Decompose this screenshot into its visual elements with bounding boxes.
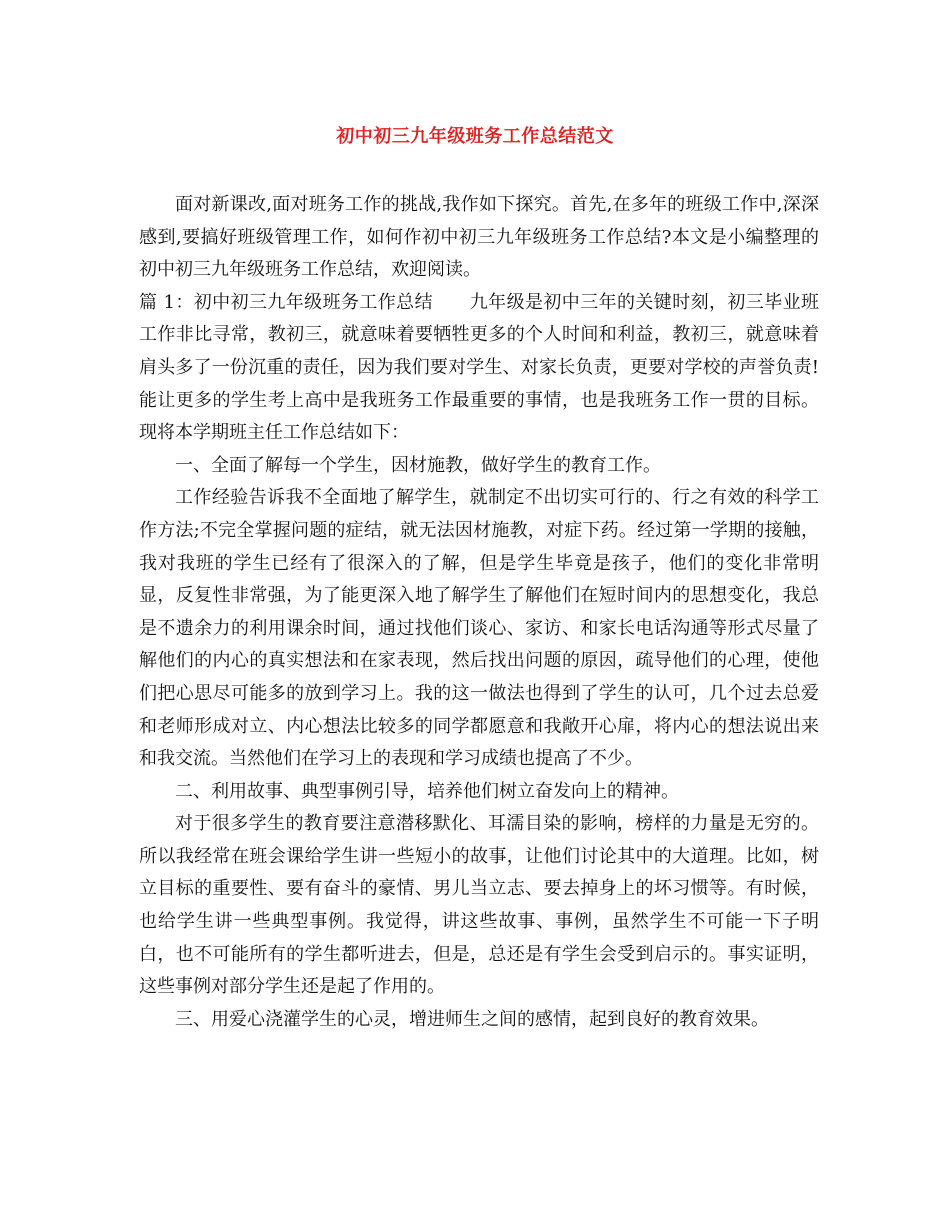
paragraph-point-2: 对于很多学生的教育要注意潜移默化、耳濡目染的影响，榜样的力量是无穷的。所以我经常在班会课给学生讲一些短小的故事，让他们讨论其中的大道理。比如，树立目标的重要性、要有奋斗的豪情、男儿当立志、要去掉身上的坏习惯等。有时候，也给学生讲一些典型事例。我觉得，讲这些故事、事例，虽然学生不可能一下子明白，也不可能所有的学生都听进去，但是，总还是有学生会受到启示的。事实证明，这些事例对部分学生还是起了作用的。: [139, 813, 819, 998]
paragraph-section-1: 篇 1：初中初三九年级班务工作总结 九年级是初中三年的关键时刻，初三毕业班工作非比寻常，教初三，就意味着要牺牲更多的个人时间和利益，教初三，就意味着肩头多了一份沉重的责任，因为我们要对学生、对家长负责，更要对学校的声誉负责!能让更多的学生考上高中是我班务工作最重要的事情，也是我班务工作一贯的目标。现将本学期班主任工作总结如下：: [139, 291, 819, 444]
heading-point-3: 三、用爱心浇灌学生的心灵，增进师生之间的感情，起到良好的教育效果。: [175, 1008, 769, 1030]
heading-point-2: 二、利用故事、典型事例引导，培养他们树立奋发向上的精神。: [175, 780, 679, 802]
document-body: [139, 189, 819, 1036]
heading-point-1: 一、全面了解每一个学生，因材施教，做好学生的教育工作。: [175, 454, 661, 476]
paragraph-intro: 面对新课改,面对班务工作的挑战,我作如下探究。首先,在多年的班级工作中,深深感到,要搞好班级管理工作，如何作初中初三九年级班务工作总结?本文是小编整理的初中初三九年级班务工作总结，欢迎阅读。: [139, 194, 819, 281]
paragraph-point-1: 工作经验告诉我不全面地了解学生，就制定不出切实可行的、行之有效的科学工作方法;不完全掌握问题的症结，就无法因材施教，对症下药。经过第一学期的接触，我对我班的学生已经有了很深入的了解，但是学生毕竟是孩子，他们的变化非常明显，反复性非常强，为了能更深入地了解学生了解他们在短时间内的思想变化，我总是不遗余力的利用课余时间，通过找他们谈心、家访、和家长电话沟通等形式尽量了解他们的内心的真实想法和在家表现，然后找出问题的原因，疏导他们的心理，使他们把心思尽可能多的放到学习上。我的这一做法也得到了学生的认可，几个过去总爱和老师形成对立、内心想法比较多的同学都愿意和我敞开心扉，将内心的想法说出来和我交流。当然他们在学习上的表现和学习成绩也提高了不少。: [139, 487, 819, 770]
document-title: 初中初三九年级班务工作总结范文: [336, 126, 614, 147]
